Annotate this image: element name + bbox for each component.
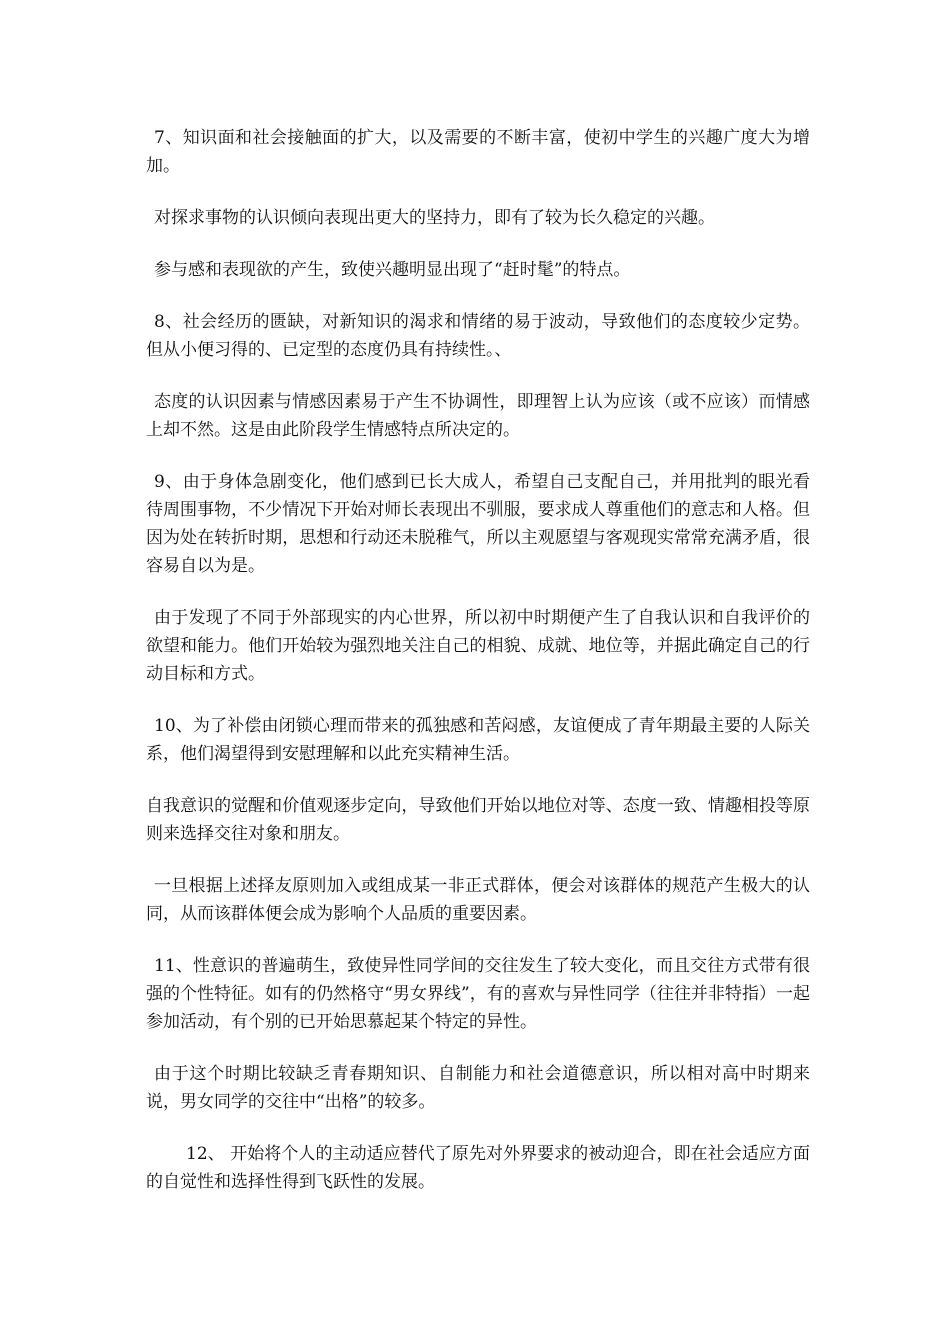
paragraph-12: 12、 开始将个人的主动适应替代了原先对外界要求的被动迎合，即在社会适应方面的自觉性和选择性得到飞跃性的发展。 [146, 1144, 810, 1192]
paragraph-trend-following: 参与感和表现欲的产生，致使兴趣明显出现了“赶时髦”的特点。 [154, 260, 631, 280]
paragraph-attitude-conflict: 态度的认识因素与情感因素易于产生不协调性，即理智上认为应该（或不应该）而情感上却不然。这是由此阶段学生情感特点所决定的。 [146, 392, 810, 440]
paragraph-opposite-sex: 由于这个时期比较缺乏青春期知识、自制能力和社会道德意识，所以相对高中时期来说，男女同学的交往中“出格”的较多。 [146, 1064, 810, 1112]
paragraph-7: 7、知识面和社会接触面的扩大，以及需要的不断丰富，使初中学生的兴趣广度大为增加。 [146, 128, 810, 176]
paragraph-8: 8、社会经历的匮缺，对新知识的渴求和情绪的易于波动，导致他们的态度较少定势。但从小便习得的、已定型的态度仍具有持续性。、 [146, 312, 810, 360]
document-body [146, 124, 810, 1220]
paragraph-9: 9、由于身体急剧变化，他们感到已长大成人，希望自己支配自己，并用批判的眼光看待周围事物，不少情况下开始对师长表现出不驯服，要求成人尊重他们的意志和人格。但因为处在转折时期，思想和行动还未脱稚气，所以主观愿望与客观现实常常充满矛盾，很容易自以为是。 [146, 472, 810, 576]
paragraph-self-awareness: 由于发现了不同于外部现实的内心世界，所以初中时期便产生了自我认识和自我评价的欲望和能力。他们开始较为强烈地关注自己的相貌、成就、地位等，并据此确定自己的行动目标和方式。 [146, 608, 810, 684]
paragraph-10: 10、为了补偿由闭锁心理而带来的孤独感和苦闷感，友谊便成了青年期最主要的人际关系，他们渴望得到安慰理解和以此充实精神生活。 [146, 716, 810, 764]
paragraph-informal-group: 一旦根据上述择友原则加入或组成某一非正式群体，便会对该群体的规范产生极大的认同，从而该群体便会成为影响个人品质的重要因素。 [146, 876, 810, 924]
paragraph-interest-persistence: 对探求事物的认识倾向表现出更大的坚持力，即有了较为长久稳定的兴趣。 [154, 208, 715, 228]
paragraph-11: 11、性意识的普遍萌生，致使异性同学间的交往发生了较大变化，而且交往方式带有很强的个性特征。如有的仍然格守“男女界线”，有的喜欢与异性同学（往往并非特指）一起参加活动，有个别的已开始思慕起某个特定的异性。 [146, 956, 810, 1032]
paragraph-friend-selection: 自我意识的觉醒和价值观逐步定向，导致他们开始以地位对等、态度一致、情趣相投等原则来选择交往对象和朋友。 [146, 796, 810, 844]
